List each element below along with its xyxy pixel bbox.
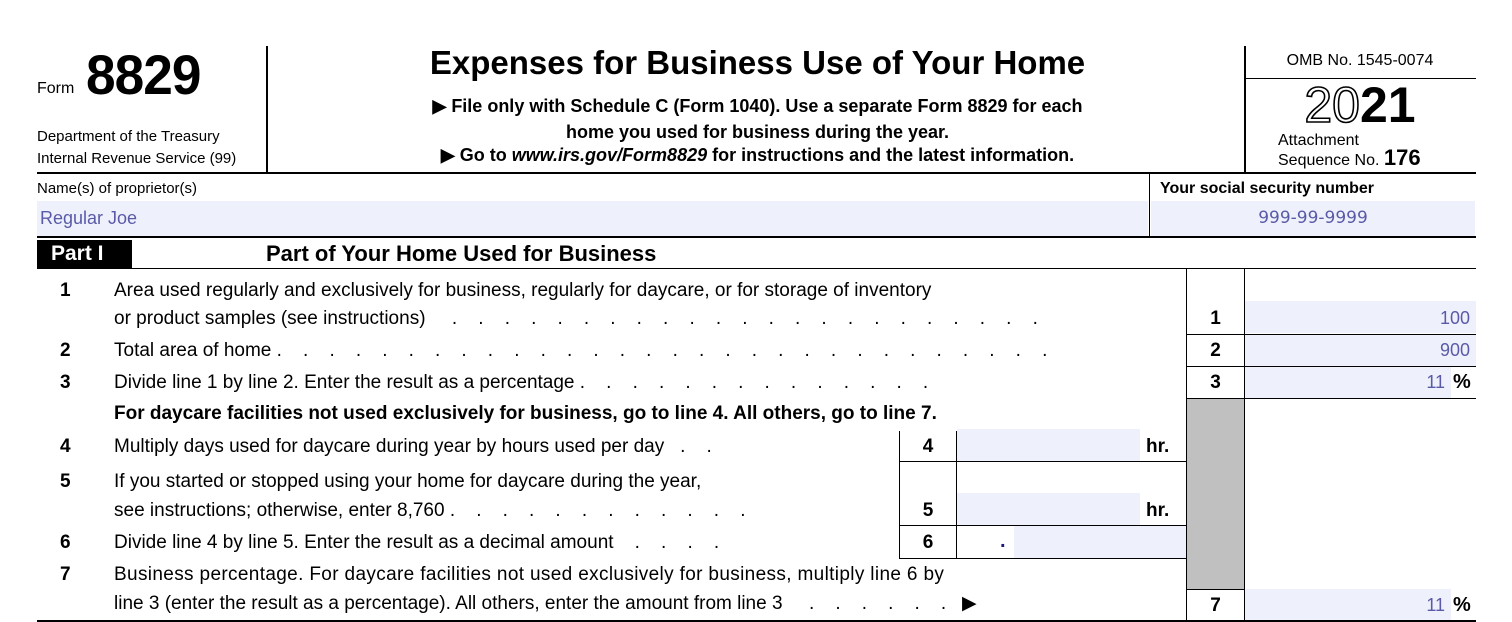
shaded-area: [1187, 398, 1244, 589]
box-number: 5: [922, 500, 934, 521]
percent-unit: %: [1453, 594, 1471, 616]
name-label: Name(s) of proprietor(s): [37, 180, 198, 197]
department-line-2: Internal Revenue Service (99): [37, 150, 237, 167]
divider: [899, 558, 1186, 559]
divider: [1187, 589, 1244, 590]
year-bold: 21: [1360, 77, 1416, 133]
daycare-note: For daycare facilities not used exclusively for business, go to line 4. All others, go to line 7.: [114, 403, 937, 424]
leader-dots: . .: [664, 436, 712, 457]
line-text: [114, 592, 977, 615]
leader-dots: . . . . . . . . . . . . . . . . . . . . . . .: [425, 308, 1038, 329]
hours-unit: hr.: [1146, 500, 1170, 521]
line-text: Business percentage. For daycare facilities not used exclusively for business, multiply line 6 by: [114, 564, 945, 585]
line-1-amount[interactable]: 100: [1245, 301, 1476, 333]
line-text-part: see instructions; otherwise, enter 8,760: [114, 500, 445, 521]
sequence-label: Sequence No.: [1278, 152, 1380, 169]
line-5-hours[interactable]: [957, 493, 1140, 525]
ssn-label: Your social security number: [1160, 180, 1374, 197]
divider: [266, 46, 268, 172]
omb-number: OMB No. 1545-0074: [1286, 52, 1434, 69]
line-number: 7: [60, 564, 71, 585]
line-text: [114, 308, 1038, 330]
proprietor-name-field[interactable]: Regular Joe: [37, 201, 1148, 236]
line-2-amount[interactable]: 900: [1245, 335, 1476, 366]
instruction-suffix: for instructions and the latest information.: [707, 145, 1075, 165]
divider: [37, 268, 1476, 269]
line-text: [114, 340, 1047, 362]
leader-dots: . . . .: [613, 532, 720, 553]
divider: [37, 236, 1476, 238]
arrow-right-icon: ▶: [962, 593, 977, 614]
instruction-line-2: home you used for business during the year.: [565, 122, 950, 142]
box-number: 7: [1210, 595, 1221, 616]
attachment-sequence: [1278, 132, 1421, 169]
leader-dots: . . . . . . . . . . . . . .: [574, 372, 929, 393]
line-text-part: Multiply days used for daycare during year by hours used per day: [114, 436, 665, 457]
irs-link[interactable]: www.irs.gov/Form8829: [511, 145, 708, 165]
line-text-part: or product samples (see instructions): [114, 308, 426, 329]
instruction-prefix: ▶ Go to: [440, 145, 512, 165]
line-text-part: line 3 (enter the result as a percentage). All others, enter the amount from line 3: [114, 593, 783, 614]
divider: [1187, 398, 1476, 399]
instruction-file: [270, 93, 1245, 145]
line-text: Area used regularly and exclusively for business, regularly for daycare, or for storage of inventory: [114, 280, 932, 301]
box-number: 3: [1210, 372, 1221, 393]
tax-year: [1248, 78, 1472, 132]
box-number: 2: [1210, 340, 1221, 361]
attachment-label: Attachment: [1278, 132, 1359, 149]
line-text: [114, 532, 719, 554]
line-text: [114, 372, 928, 394]
sequence-number: 176: [1383, 145, 1421, 170]
leader-dots: . . . . . .: [782, 593, 963, 614]
instruction-line-1: ▶ File only with Schedule C (Form 1040). Use a separate Form 8829 for each: [432, 96, 1083, 116]
percent-unit: %: [1453, 371, 1471, 393]
box-number: 6: [922, 532, 934, 553]
ssn-field[interactable]: 999-99-9999: [1151, 201, 1475, 236]
hours-unit: hr.: [1146, 436, 1170, 457]
box-number: 1: [1210, 308, 1221, 329]
department: [37, 126, 236, 170]
line-number: 4: [60, 436, 71, 457]
line-3-amount[interactable]: 11: [1245, 367, 1451, 398]
line-text: If you started or stopped using your home for daycare during the year,: [114, 471, 702, 492]
line-number: 5: [60, 471, 71, 492]
leader-dots: . . . . . . . . . . . . . . . . . . . . . . . . . . . . . .: [271, 340, 1048, 361]
divider: [1149, 174, 1150, 236]
line-6-decimal[interactable]: [1014, 526, 1186, 558]
line-text-part: Divide line 1 by line 2. Enter the result as a percentage: [114, 372, 575, 393]
divider: [1244, 46, 1246, 172]
line-text: [114, 436, 712, 458]
box-number: 4: [922, 436, 934, 457]
form-title: Expenses for Business Use of Your Home: [429, 44, 1086, 81]
year-outline: 20: [1304, 77, 1360, 133]
department-line-1: Department of the Treasury: [37, 128, 220, 145]
line-number: 1: [60, 280, 71, 301]
header-bottom-rule: [37, 172, 1476, 174]
line-number: 3: [60, 372, 71, 393]
form-label: Form: [37, 80, 75, 97]
part-title: Part of Your Home Used for Business: [266, 241, 657, 266]
line-text-part: Divide line 4 by line 5. Enter the result as a decimal amount: [114, 532, 614, 553]
line-number: 6: [60, 532, 71, 553]
line-7-business-percentage[interactable]: 11: [1245, 589, 1451, 620]
line-number: 2: [60, 340, 71, 361]
line-4-hours[interactable]: [957, 429, 1140, 461]
instruction-goto: [270, 145, 1245, 166]
divider: [899, 461, 1186, 462]
line-text-part: Total area of home: [114, 340, 272, 361]
decimal-point: .: [1000, 530, 1006, 552]
leader-dots: . . . . . . . . . . . .: [444, 500, 746, 521]
line-text: [114, 500, 745, 522]
part-badge: Part I: [37, 240, 132, 268]
form-number: 8829: [86, 43, 201, 106]
